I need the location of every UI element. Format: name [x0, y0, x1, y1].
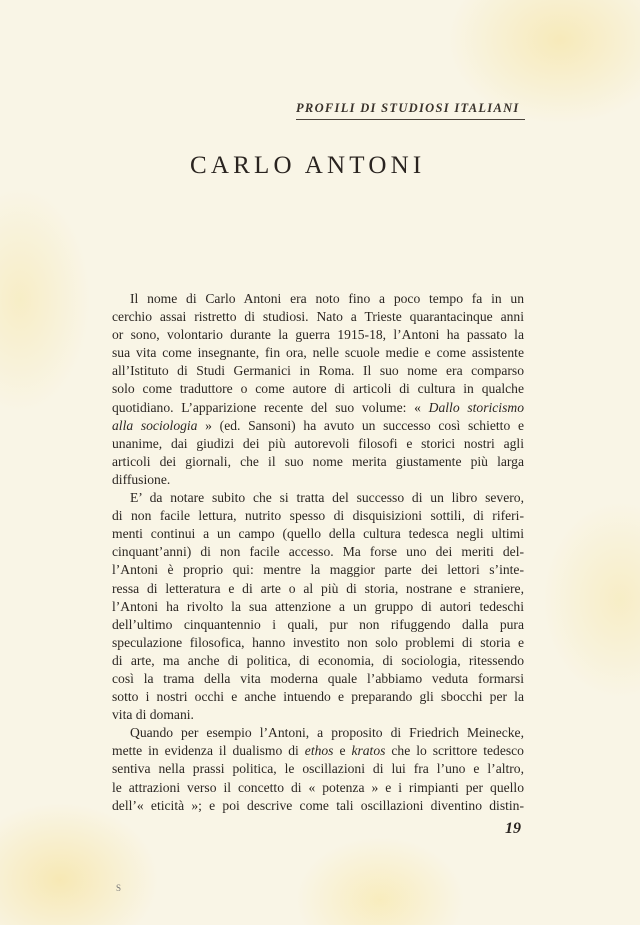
text-segment: mette in evidenza il dualismo di — [112, 743, 305, 759]
text-line — [112, 362, 524, 380]
text-line — [112, 598, 524, 616]
text-segment: vita di domani. — [112, 707, 194, 723]
text-segment: che lo scrittore tedesco — [385, 743, 524, 759]
text-line — [112, 399, 524, 417]
text-line — [112, 435, 524, 453]
text-segment: ressa di letteratura e di arte o al più di storia, nostrane e straniere, — [112, 580, 524, 596]
text-line — [112, 670, 524, 688]
text-segment: così la trama della vita moderna quale l’abbiamo veduta formarsi — [112, 670, 524, 686]
text-segment: dell’ultimo cinquantennio i quali, pur non rifuggendo dalla pura — [112, 616, 524, 632]
italic-text: kratos — [351, 743, 386, 759]
text-segment: cerchio assai ristretto di studiosi. Nato a Trieste quarantacinque anni — [112, 309, 524, 325]
text-segment: Quando per esempio l’Antoni, a proposito di Friedrich Meinecke, — [130, 725, 524, 741]
text-segment: diffusione. — [112, 471, 171, 487]
text-line — [112, 797, 524, 815]
text-segment: E’ da notare subito che si tratta del successo di un libro severo, — [130, 490, 524, 506]
page-number: 19 — [505, 820, 521, 837]
text-line — [112, 489, 524, 507]
text-segment: solo come traduttore o come autore di articoli di cultura in qualche — [112, 381, 524, 397]
text-line — [112, 760, 524, 778]
text-segment: dell’« eticità »; e poi descrive come tali oscillazioni diventino distin- — [112, 797, 524, 813]
text-segment: di non facile lettura, nutrito spesso di disquisizioni sottili, di riferi- — [112, 508, 524, 524]
margin-mark: S — [116, 883, 122, 893]
text-segment: Il nome di Carlo Antoni era noto fino a poco tempo fa in un — [130, 291, 524, 306]
text-line — [112, 326, 524, 344]
text-line — [112, 308, 524, 326]
italic-text: alla sociologia — [112, 417, 198, 433]
text-segment: sentiva nella prassi politica, le oscillazioni di lui fra l’uno e l’altro, — [112, 761, 524, 777]
text-line — [112, 742, 524, 760]
text-segment: quotidiano. L’apparizione recente del suo volume: « — [112, 399, 429, 415]
text-line — [112, 706, 524, 724]
article-title: CARLO ANTONI — [190, 152, 426, 179]
text-segment: e — [333, 743, 352, 759]
text-line — [112, 417, 524, 435]
text-line — [112, 543, 524, 561]
header-rule — [296, 119, 525, 120]
running-header: PROFILI DI STUDIOSI ITALIANI — [296, 101, 520, 115]
text-segment: l’Antoni è proprio qui: mentre la maggior parte dei lettori s’inte- — [112, 562, 524, 578]
text-line — [112, 453, 524, 471]
text-segment: cinquant’anni) di non facile accesso. Ma forse uno dei meriti del- — [112, 544, 524, 560]
text-line — [112, 580, 524, 598]
text-segment: unanime, dai giudizi dei più autorevoli filosofi e storici nostri agli — [112, 435, 524, 451]
article-body — [112, 290, 524, 815]
text-line — [112, 634, 524, 652]
text-line — [112, 290, 524, 308]
text-line — [112, 688, 524, 706]
text-segment: » (ed. Sansoni) ha avuto un successo così schietto e — [197, 417, 524, 433]
text-segment: l’Antoni ha rivolto la sua attenzione a un gruppo di autori tedeschi — [112, 598, 524, 614]
text-line — [112, 525, 524, 543]
text-line — [112, 561, 524, 579]
text-line — [112, 652, 524, 670]
text-segment: speculazione filosofica, hanno investito non solo problemi di storia e — [112, 634, 524, 650]
text-line — [112, 344, 524, 362]
text-line — [112, 779, 524, 797]
text-segment: sotto i nostri occhi e anche intuendo e preparando gli sbocchi per la — [112, 689, 524, 705]
text-line — [112, 380, 524, 398]
text-segment: sua vita come insegnante, fin ora, nelle scuole medie e come assistente — [112, 345, 524, 361]
text-segment: di arte, ma anche di politica, di economia, di sociologia, ritessendo — [112, 652, 524, 668]
text-line — [112, 507, 524, 525]
text-line — [112, 471, 524, 489]
text-line — [112, 724, 524, 742]
italic-text: ethos — [304, 743, 334, 759]
text-segment: all’Istituto di Studi Germanici in Roma. Il suo nome era comparso — [112, 363, 524, 379]
text-segment: le attrazioni verso il concetto di « potenza » e i rimpianti per quello — [112, 779, 524, 795]
text-segment: menti continui a un campo (quello della cultura tedesca negli ultimi — [112, 526, 524, 542]
italic-text: Dallo storicismo — [428, 399, 524, 415]
text-line — [112, 616, 524, 634]
text-segment: articoli dei giornali, che il suo nome merita giustamente più larga — [112, 453, 524, 469]
text-segment: or sono, volontario durante la guerra 1915-18, l’Antoni ha passato la — [112, 327, 524, 343]
